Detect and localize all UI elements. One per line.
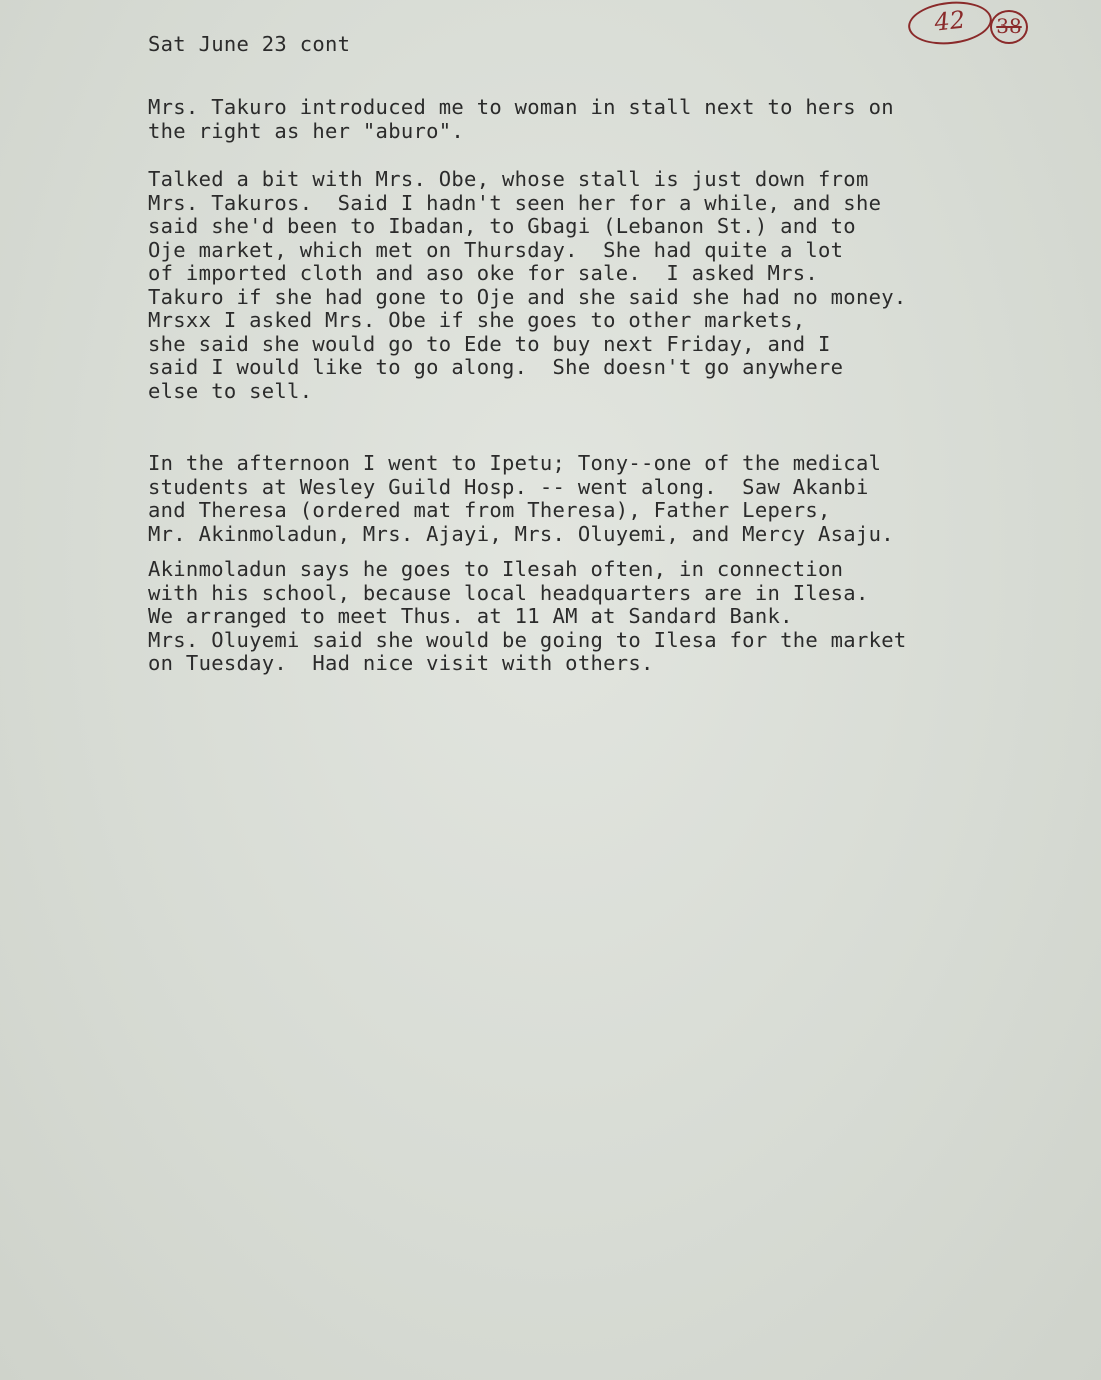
paragraph-aburo: Mrs. Takuro introduced me to woman in stall next to hers on the right as her "aburo". bbox=[148, 95, 894, 143]
crossed-out-page-number: 38 bbox=[990, 10, 1028, 44]
paragraph-akinmoladun: Akinmoladun says he goes to Ilesah often, in connection with his school, because local headquarters are in Ilesa. We arranged to meet Thus. at 11 AM at Sandard Bank. Mrs. Oluyemi said she would be going to Ilesa for the market on Tuesday. Had nice visit with others. bbox=[148, 557, 907, 675]
page-header: Sat June 23 cont bbox=[148, 32, 351, 56]
page-number-annotation: 42 bbox=[906, 0, 994, 48]
paragraph-mrs-obe: Talked a bit with Mrs. Obe, whose stall is just down from Mrs. Takuros. Said I hadn't seen her for a while, and she said she'd been to Ibadan, to Gbagi (Lebanon St.) and to Oje market, which met on Thursday. She had quite a lot of imported cloth and aso oke for sale. I asked Mrs. Takuro if she had gone to Oje and she said she had no money. Mrsxx I asked Mrs. Obe if she goes to other markets, she said she would go to Ede to buy next Friday, and I said I would like to go along. She doesn't go anywhere else to sell. bbox=[148, 167, 907, 403]
paragraph-ipetu-visit: In the afternoon I went to Ipetu; Tony--one of the medical students at Wesley Guild Hosp. -- went along. Saw Akanbi and Theresa (ordered mat from Theresa), Father Lepers, Mr. Akinmoladun, Mrs. Ajayi, Mrs. Oluyemi, and Mercy Asaju. bbox=[148, 451, 894, 546]
